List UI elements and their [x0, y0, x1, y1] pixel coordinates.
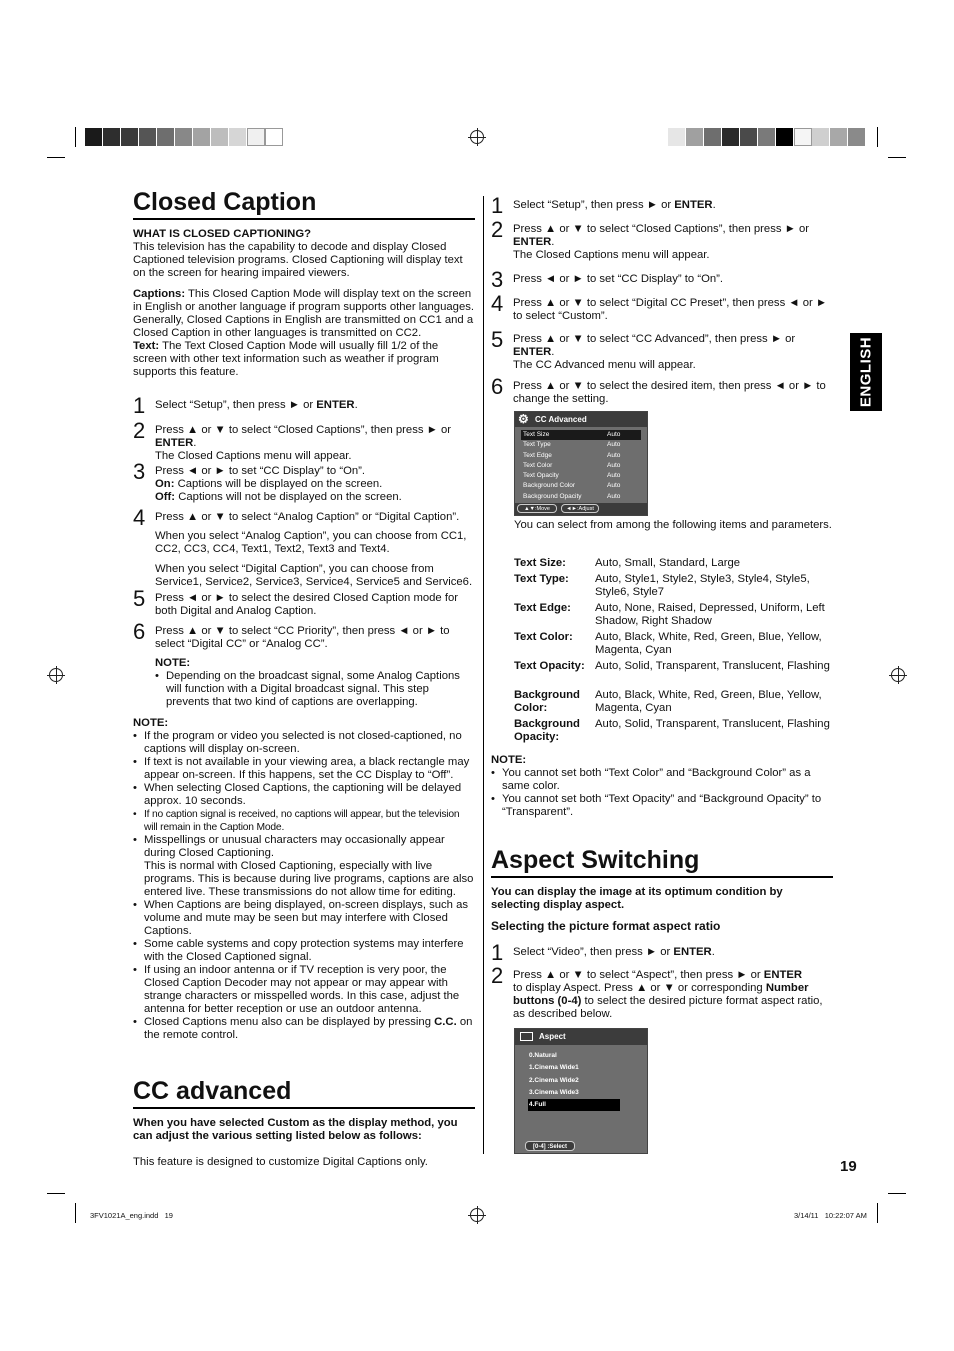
move-label: :Move — [534, 506, 550, 512]
color-swatch — [776, 128, 794, 146]
color-swatch — [758, 128, 776, 146]
cc-advanced-title: CC advanced — [133, 1077, 292, 1105]
aspect-list — [528, 1050, 620, 1111]
step-text: Captions will not be displayed on the screen. — [175, 491, 402, 503]
adjust-label: :Adjust — [577, 506, 594, 512]
osd-row[interactable] — [521, 430, 641, 440]
captions-text: This Closed Caption Mode will display text on the screen in English or another language if program supports other languages. Generally, Closed Captions in English are transmitted on CC1 and a Closed Caption in other languages is transmitted on CC2. — [133, 288, 475, 339]
cc-notes — [133, 717, 475, 1042]
note-item: • Depending on the broadcast signal, some Analog Captions will function with a Digital broadcast signal. This step prevents that two kind of captions are overlapping. — [155, 670, 472, 709]
step-key: ENTER — [763, 969, 803, 981]
aspect-sub: Selecting the picture format aspect ratio — [491, 919, 721, 933]
step-number: 4 — [133, 505, 146, 530]
osd-row-label: Text Edge — [523, 451, 552, 459]
param-key: Text Opacity: — [514, 660, 585, 672]
step-text: Press ▲ or ▼ to select “Closed Captions”, then press ► or — [513, 223, 809, 235]
color-swatch — [229, 128, 247, 146]
note-label: NOTE: — [155, 657, 191, 669]
move-hint — [517, 504, 557, 513]
step-number: 6 — [491, 374, 504, 399]
step-text: When you select “Analog Caption”, you can choose from CC1, CC2, CC3, CC4, Text1, Text2, Text3 and Text4. — [155, 530, 467, 555]
crop-mark — [877, 1203, 878, 1223]
step-number: 1 — [491, 193, 504, 218]
title-rule — [133, 1107, 475, 1109]
text-label: Text: — [133, 340, 160, 352]
select-hint: [0-4] :Select — [525, 1141, 575, 1151]
title-rule — [491, 876, 833, 878]
registration-mark-icon — [470, 1208, 484, 1222]
language-tab-label: ENGLISH — [857, 336, 875, 408]
note-item: • When selecting Closed Captions, the captioning will be delayed approx. 10 seconds. — [133, 782, 475, 808]
note-text: Closed Captions menu also can be displayed by pressing — [144, 1016, 435, 1028]
osd-row-label: Text Size — [523, 431, 550, 438]
color-swatch — [812, 128, 830, 146]
step-text: . — [354, 399, 358, 411]
color-swatch — [668, 128, 686, 146]
aspect-option[interactable]: 4.Full — [528, 1099, 620, 1111]
param-key: Background Opacity: — [514, 718, 580, 743]
adjust-hint — [561, 504, 599, 513]
param-value: Auto, Small, Standard, Large — [595, 557, 741, 569]
what-heading: WHAT IS CLOSED CAPTIONING? — [133, 228, 312, 240]
osd-header — [515, 412, 647, 427]
step-text: Press ◄ or ► to select the desired Closed Caption mode for both Digital and Analog Caption. — [155, 592, 459, 617]
osd-row-value: Auto — [607, 441, 621, 449]
color-swatch — [704, 128, 722, 146]
color-swatch — [157, 128, 175, 146]
step-number: 6 — [133, 619, 146, 644]
text-text: The Text Closed Caption Mode will usually fill 1/2 of the screen with other text information such as weather if program supports this feature. — [133, 340, 439, 378]
step-text: Press ▲ or ▼ to select “Digital CC Preset”, then press ◄ or ► to select “Custom”. — [513, 297, 828, 322]
page-number: 19 — [840, 1158, 857, 1175]
step-text: Press ◄ or ► to set “CC Display” to “On”. — [155, 465, 366, 477]
step-text: Press ▲ or ▼ to select “CC Priority”, then press ◄ or ► to select “Digital CC” or “Analog CC”. — [155, 625, 450, 650]
step-number: 2 — [491, 963, 504, 988]
osd-footer — [515, 1139, 647, 1153]
step-text: The Closed Captions menu will appear. — [513, 249, 710, 261]
osd-row-value: Auto — [607, 482, 621, 490]
step-text: Select “Setup”, then press ► or — [513, 199, 675, 211]
step-text: to select the desired picture format aspect ratio, as described below. — [513, 995, 823, 1020]
step-key: ENTER — [513, 346, 552, 358]
osd-row[interactable] — [521, 461, 641, 471]
step-text: Press ▲ or ▼ to select “Analog Caption” or “Digital Caption”. — [155, 511, 460, 523]
cc-advanced-intro: When you have selected Custom as the display method, you can adjust the various setting listed below as follows: — [133, 1117, 458, 1142]
osd-footer — [515, 503, 647, 515]
step-text: to display Aspect. Press ▲ or ▼ or corresponding — [513, 982, 766, 994]
crop-mark — [75, 1203, 76, 1223]
color-bars-right — [668, 128, 866, 146]
param-value: Auto, Black, White, Red, Green, Blue, Yellow, Magenta, Cyan — [595, 631, 822, 656]
registration-mark-icon — [470, 130, 484, 144]
step-number: 3 — [491, 267, 504, 292]
crop-mark — [888, 1193, 906, 1194]
language-tab — [850, 333, 882, 411]
osd-title: Aspect — [539, 1032, 566, 1041]
osd-row[interactable] — [521, 440, 641, 450]
aspect-option[interactable]: 1.Cinema Wide1 — [529, 1064, 579, 1072]
color-bars-left — [85, 128, 283, 146]
note-item: • If text is not available in your viewing area, a black rectangle may appear on-screen. If this happens, set the CC Display to “Off”. — [133, 756, 475, 782]
osd-row-value: Auto — [607, 451, 621, 459]
note-label: NOTE: — [491, 754, 527, 766]
off-label: Off: — [155, 491, 176, 503]
osd-header — [515, 1029, 647, 1045]
osd-row[interactable] — [521, 481, 641, 491]
osd-row-label: Text Type — [523, 441, 551, 449]
osd-row[interactable] — [521, 451, 641, 461]
step-text: Select “Video”, then press ► or — [513, 946, 674, 958]
step-text: . — [551, 346, 555, 358]
tv-icon — [520, 1032, 533, 1041]
osd-list — [521, 430, 641, 502]
step-text: The Closed Captions menu will appear. — [155, 450, 352, 462]
step-number: 5 — [491, 327, 504, 352]
step-text: . — [551, 236, 555, 248]
column-divider — [483, 196, 484, 1154]
step-key: ENTER — [673, 946, 712, 958]
param-key: Text Color: — [514, 631, 573, 643]
osd-row[interactable] — [521, 492, 641, 502]
title-rule — [133, 218, 475, 220]
color-swatch — [722, 128, 740, 146]
crop-mark — [47, 1193, 65, 1194]
step-key: ENTER — [155, 437, 194, 449]
osd-row-label: Text Color — [523, 461, 553, 469]
color-swatch — [103, 128, 121, 146]
step-key: ENTER — [674, 199, 713, 211]
osd-row-label: Background Opacity — [523, 492, 582, 500]
color-swatch — [830, 128, 848, 146]
osd-row-value: Auto — [607, 472, 621, 480]
color-swatch — [247, 128, 265, 146]
step-text: Press ▲ or ▼ to select the desired item, then press ◄ or ► to change the setting. — [513, 380, 826, 405]
adv-notes — [491, 754, 833, 819]
gear-icon: ⚙ — [518, 412, 529, 426]
color-swatch — [265, 128, 283, 146]
aspect-option[interactable]: 0.Natural — [529, 1052, 557, 1059]
crop-mark — [47, 157, 65, 158]
footer-file: 3FV1021A_eng.indd 19 — [90, 1211, 173, 1220]
color-swatch — [175, 128, 193, 146]
step-key: Number buttons (0-4) — [513, 982, 809, 1007]
osd-title: CC Advanced — [535, 415, 587, 424]
step-text: . — [193, 437, 197, 449]
closed-caption-title: Closed Caption — [133, 188, 317, 216]
registration-mark-icon — [49, 668, 63, 682]
crop-mark — [877, 127, 878, 147]
captions-label: Captions: — [133, 288, 186, 300]
color-swatch — [794, 128, 812, 146]
adjust-arrows-icon: ◄► — [566, 506, 578, 512]
color-swatch — [740, 128, 758, 146]
osd-row-value: Auto — [607, 492, 621, 500]
param-key: Background Color: — [514, 689, 580, 714]
step-text: Press ▲ or ▼ to select “CC Advanced”, then press ► or — [513, 333, 796, 345]
what-is-section — [133, 228, 475, 280]
aspect-intro: You can display the image at its optimum condition by selecting display aspect. — [491, 886, 783, 911]
aspect-option[interactable]: 2.Cinema Wide2 — [529, 1076, 579, 1084]
step-number: 2 — [491, 217, 504, 242]
step-number: 4 — [491, 291, 504, 316]
note-item — [133, 1016, 475, 1042]
aspect-option[interactable]: 3.Cinema Wide3 — [529, 1088, 579, 1096]
step-text: When you select “Digital Caption”, you can choose from Service1, Service2, Service3, Service4, Service5 and Service6. — [155, 563, 473, 588]
note-label: NOTE: — [133, 717, 169, 729]
step-text: Press ▲ or ▼ to select “Closed Captions”, then press ► or — [155, 424, 451, 436]
color-swatch — [139, 128, 157, 146]
step-key: ENTER — [316, 399, 355, 411]
step-number: 3 — [133, 459, 146, 484]
param-key: Text Type: — [514, 573, 569, 585]
note-item: • If the program or video you selected is not closed-captioned, no captions will display on-screen. — [133, 730, 475, 756]
crop-mark — [75, 127, 76, 147]
param-value: Auto, Black, White, Red, Green, Blue, Yellow, Magenta, Cyan — [595, 689, 822, 714]
footer-timestamp: 3/14/11 10:22:07 AM — [794, 1211, 867, 1220]
color-swatch — [121, 128, 139, 146]
color-swatch — [686, 128, 704, 146]
crop-mark — [888, 157, 906, 158]
cc-advanced-feature: This feature is designed to customize Digital Captions only. — [133, 1156, 428, 1168]
step-number: 1 — [133, 393, 146, 418]
param-value: Auto, None, Raised, Depressed, Uniform, Left Shadow, Right Shadow — [595, 602, 825, 627]
step-number: 5 — [133, 586, 146, 611]
step-text: Select “Setup”, then press ► or — [155, 399, 317, 411]
note-item: • When Captions are being displayed, on-screen displays, such as volume and mute may be seen but may interfere with Closed Captions. — [133, 899, 475, 938]
osd-row-label: Text Opacity — [523, 472, 559, 480]
note-item: • Misspellings or unusual characters may occasionally appear during Closed Captioning. — [133, 834, 475, 860]
color-swatch — [211, 128, 229, 146]
step-number: 2 — [133, 418, 146, 443]
param-key: Text Size: — [514, 557, 566, 569]
note-item: • If using an indoor antenna or if TV reception is very poor, the Closed Caption Decoder may not appear or may appear with strange characters or misspelled words. In this case, adjust the antenna for better reception or use an outdoor antenna. — [133, 964, 475, 1016]
note-item: • If no caption signal is received, no captions will appear, but the television will remain in the Caption Mode. — [133, 808, 475, 834]
cc-advanced-osd — [514, 411, 648, 516]
note-item: • You cannot set both “Text Opacity” and “Background Opacity” to “Transparent”. — [491, 793, 833, 819]
step-text: . — [711, 946, 715, 958]
osd-row-value: Auto — [607, 461, 621, 469]
captions-paragraph — [133, 288, 475, 379]
step-text: The CC Advanced menu will appear. — [513, 359, 696, 371]
color-swatch — [193, 128, 211, 146]
param-value: Auto, Solid, Transparent, Translucent, Flashing — [595, 660, 830, 672]
what-text: This television has the capability to decode and display Closed Captioned television programs. Closed Captioning will display text on the screen for hearing impaired viewers. — [133, 241, 463, 279]
step-text: . — [712, 199, 716, 211]
note-item: • Some cable systems and copy protection systems may interfere with the Closed Captioned signal. — [133, 938, 475, 964]
on-label: On: — [155, 478, 175, 490]
note-item: • You cannot set both “Text Color” and “Background Color” as a same color. — [491, 767, 833, 793]
note-item: This is normal with Closed Captioning, especially with live programs. This is because during live programs, captions are also entered live. These transmissions do not allow time for editing. — [144, 860, 474, 898]
color-swatch — [85, 128, 103, 146]
color-swatch — [848, 128, 866, 146]
osd-row-value: Auto — [607, 431, 621, 438]
step-number: 1 — [491, 940, 504, 965]
note-text: on the remote control. — [144, 1016, 473, 1041]
param-key: Text Edge: — [514, 602, 571, 614]
osd-row[interactable] — [521, 471, 641, 481]
osd-row-label: Background Color — [523, 482, 576, 490]
step-text: Press ▲ or ▼ to select “Aspect”, then press ► or — [513, 969, 764, 981]
aspect-title: Aspect Switching — [491, 846, 700, 874]
param-value: Auto, Solid, Transparent, Translucent, Flashing — [595, 718, 830, 730]
aspect-osd — [514, 1028, 648, 1154]
step-text: Press ◄ or ► to set “CC Display” to “On”. — [513, 273, 724, 285]
select-text: You can select from among the following items and parameters. — [514, 519, 832, 531]
move-arrows-icon: ▲▼ — [524, 506, 535, 512]
step-key: ENTER — [513, 236, 552, 248]
step-text: Captions will be displayed on the screen. — [174, 478, 383, 490]
note-key: C.C. — [434, 1016, 457, 1028]
registration-mark-icon — [891, 668, 905, 682]
param-value: Auto, Style1, Style2, Style3, Style4, Style5, Style6, Style7 — [595, 573, 810, 598]
